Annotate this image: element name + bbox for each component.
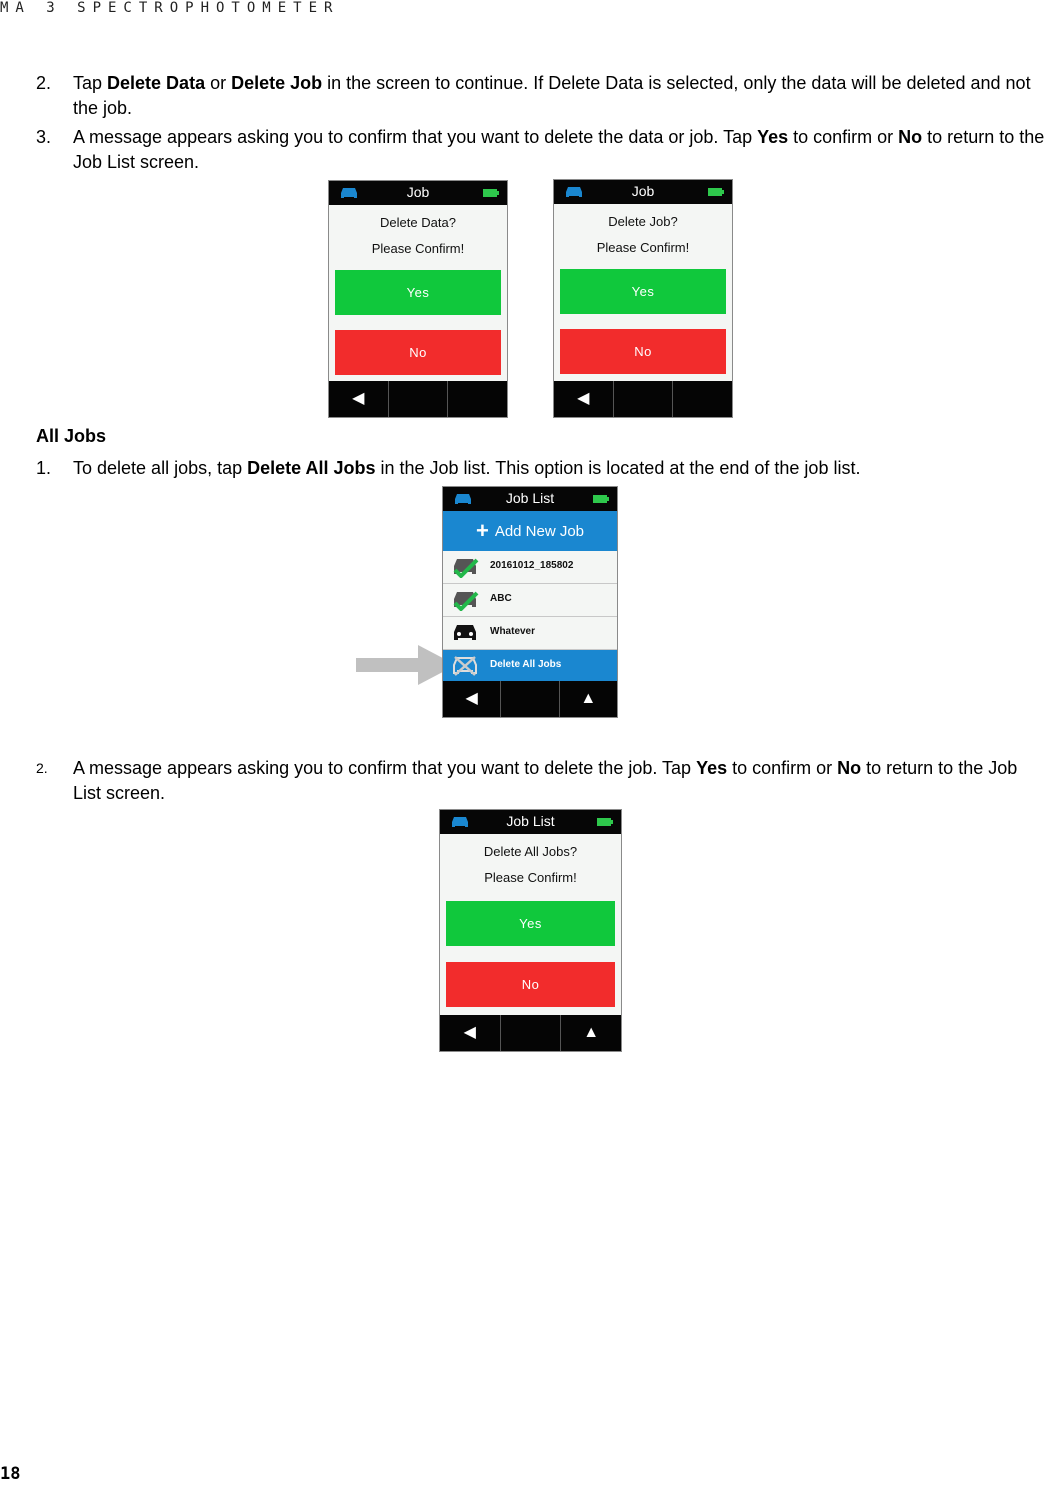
- step-confirm-delete: [36, 125, 1046, 175]
- screen-title: Job List: [505, 490, 555, 506]
- bold-term: No: [837, 758, 862, 778]
- nav-bar: [443, 681, 617, 717]
- car-checked-icon: [451, 556, 479, 578]
- nav-empty-button[interactable]: [501, 1015, 562, 1051]
- job-name: ABC: [490, 593, 512, 604]
- bold-term: Delete Job: [231, 73, 323, 93]
- screen-title: Job List: [506, 813, 555, 829]
- battery-icon: [593, 495, 609, 503]
- yes-button[interactable]: Yes: [560, 269, 726, 314]
- back-button[interactable]: ◀: [554, 381, 614, 417]
- screen-job-list: [442, 486, 618, 718]
- car-delete-icon: [451, 655, 479, 677]
- delete-all-jobs-item[interactable]: [443, 650, 617, 683]
- screen-delete-job: [553, 179, 733, 418]
- step-number: 2.: [36, 73, 52, 93]
- bold-term: Delete All Jobs: [247, 458, 376, 478]
- step-text: Tap Delete Data or Delete Job in the screen to continue. If Delete Data is selected, only the data will be deleted and not the job.: [73, 73, 1031, 118]
- confirm-instruction: Please Confirm!: [596, 240, 690, 255]
- job-name: Delete All Jobs: [490, 659, 562, 670]
- confirm-question: Delete Data?: [380, 215, 456, 230]
- step-number: 2.: [36, 760, 48, 776]
- job-list-item[interactable]: [443, 584, 617, 617]
- top-bar: [329, 181, 507, 205]
- job-name: 20161012_185802: [490, 560, 574, 571]
- bold-term: Yes: [757, 127, 789, 147]
- job-list-item[interactable]: [443, 617, 617, 650]
- nav-empty-button[interactable]: [501, 681, 559, 717]
- step-text: To delete all jobs, tap Delete All Jobs in the Job list. This option is located at the end of the job list.: [73, 458, 861, 478]
- add-new-job-label: Add New Job: [494, 523, 585, 540]
- back-button[interactable]: ◀: [440, 1015, 501, 1051]
- confirm-question: Delete Job?: [608, 214, 678, 229]
- back-button[interactable]: ◀: [443, 681, 501, 717]
- step-number: 1.: [36, 458, 52, 478]
- top-bar: [440, 810, 621, 834]
- top-bar: [443, 487, 617, 511]
- bold-term: No: [898, 127, 923, 147]
- no-button[interactable]: No: [560, 329, 726, 374]
- no-button[interactable]: No: [446, 962, 615, 1007]
- battery-icon: [708, 188, 724, 196]
- car-checked-icon: [451, 589, 479, 611]
- job-name: Whatever: [490, 626, 536, 637]
- car-icon: [451, 622, 479, 644]
- nav-empty-button[interactable]: [389, 381, 449, 417]
- add-new-job-button[interactable]: [443, 511, 617, 551]
- no-button[interactable]: No: [335, 330, 501, 375]
- top-bar: [554, 180, 732, 204]
- back-button[interactable]: ◀: [329, 381, 389, 417]
- battery-icon: [597, 818, 613, 826]
- step-number: 3.: [36, 127, 52, 147]
- scroll-up-button[interactable]: ▲: [580, 690, 597, 707]
- nav-empty-button[interactable]: [673, 381, 732, 417]
- pointer-arrow-icon: [356, 645, 456, 685]
- screen-title: Job: [631, 183, 655, 199]
- step-delete-all-jobs: [36, 456, 1046, 481]
- confirm-instruction: Please Confirm!: [484, 870, 577, 885]
- section-heading: All Jobs: [36, 426, 107, 446]
- screen-delete-all-jobs: [439, 809, 622, 1052]
- battery-icon: [483, 189, 499, 197]
- yes-button[interactable]: Yes: [446, 901, 615, 946]
- bold-term: Yes: [696, 758, 728, 778]
- scroll-up-button[interactable]: ▲: [583, 1024, 600, 1041]
- nav-empty-button[interactable]: [448, 381, 507, 417]
- plus-icon: +: [475, 518, 489, 543]
- confirm-question: Delete All Jobs?: [483, 844, 578, 859]
- step-delete-data-or-job: [36, 71, 1046, 121]
- bold-term: Delete Data: [107, 73, 206, 93]
- step-text: A message appears asking you to confirm that you want to delete the data or job. Tap Yes to confirm or No to return to the Job List screen.: [73, 127, 1045, 172]
- nav-empty-button[interactable]: [614, 381, 674, 417]
- nav-bar: [554, 381, 732, 417]
- step-text: A message appears asking you to confirm that you want to delete the job. Tap Yes to confirm or No to return to the Job List screen.: [73, 758, 1018, 803]
- nav-bar: [329, 381, 507, 417]
- confirm-instruction: Please Confirm!: [371, 241, 465, 256]
- step-confirm-delete-all: [36, 756, 1046, 806]
- running-header: MA 3 SPECTROPHOTOMETER: [0, 0, 340, 16]
- yes-button[interactable]: Yes: [335, 270, 501, 315]
- nav-bar: [440, 1015, 621, 1051]
- screen-title: Job: [406, 184, 430, 200]
- job-list-item[interactable]: [443, 551, 617, 584]
- screen-delete-data: [328, 180, 508, 418]
- page-number: 18: [0, 1464, 21, 1484]
